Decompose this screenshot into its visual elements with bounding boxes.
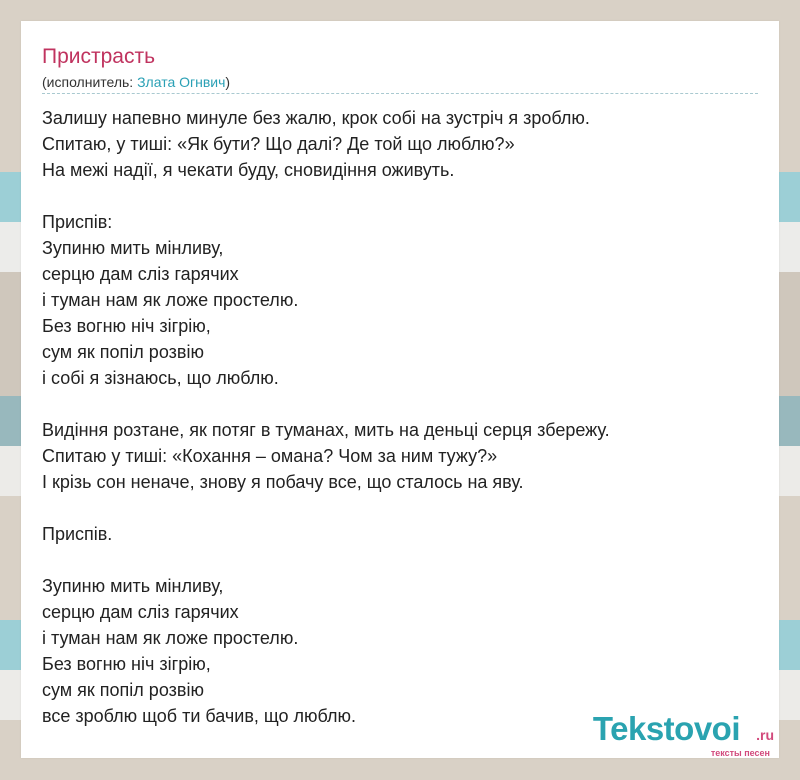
chorus-label: Приспів: [42, 212, 113, 232]
lyric-line: І крізь сон неначе, знову я побачу все, що сталось на яву. [42, 472, 524, 492]
lyric-line: серцю дам сліз гарячих [42, 602, 239, 622]
lyric-line: Без вогню ніч зігрію, [42, 316, 211, 336]
lyric-line: На межі надії, я чекати буду, сновидіння оживуть. [42, 160, 455, 180]
lyric-line: Без вогню ніч зігрію, [42, 654, 211, 674]
logo-wordmark: Tekstovoi [592, 710, 740, 747]
lyric-line: Спитаю у тиші: «Кохання – омана? Чом за ним тужу?» [42, 446, 498, 466]
artist-prefix: (исполнитель: [42, 74, 138, 90]
lyric-line: і собі я зізнаюсь, що люблю. [42, 368, 279, 388]
lyric-line: все зроблю щоб ти бачив, що люблю. [42, 706, 357, 726]
lyrics-text [42, 105, 762, 729]
lyric-line: Зупиню мить мінливу, [42, 576, 224, 596]
lyric-line: Спитаю, у тиші: «Як бути? Що далі? Де той що люблю?» [42, 134, 515, 154]
lyric-line: серцю дам сліз гарячих [42, 264, 239, 284]
stanza-gap [42, 183, 762, 209]
chorus-reference: Приспів. [42, 524, 113, 544]
logo-tagline: тексты песен [710, 748, 770, 758]
artist-link[interactable]: Злата Огнвич [137, 74, 226, 90]
lyric-line: Видіння розтане, як потяг в туманах, мить на деньці серця збережу. [42, 420, 610, 440]
artist-suffix: ) [225, 74, 231, 90]
site-logo[interactable] [570, 710, 780, 758]
lyric-line: сум як попіл розвію [42, 680, 204, 700]
lyric-line: і туман нам як ложе простелю. [42, 290, 299, 310]
song-title: Пристрасть [42, 45, 156, 68]
stanza-gap [42, 495, 762, 521]
lyric-line: Залишу напевно минуле без жалю, крок собі на зустріч я зроблю. [42, 108, 590, 128]
lyric-line: і туман нам як ложе простелю. [42, 628, 299, 648]
title-divider [42, 93, 758, 94]
stanza-gap [42, 391, 762, 417]
lyric-line: сум як попіл розвію [42, 342, 204, 362]
logo-tld: .ru [756, 727, 774, 743]
song-artist-line [42, 74, 230, 90]
lyrics-card [21, 21, 779, 758]
stanza-gap [42, 547, 762, 573]
lyric-line: Зупиню мить мінливу, [42, 238, 224, 258]
